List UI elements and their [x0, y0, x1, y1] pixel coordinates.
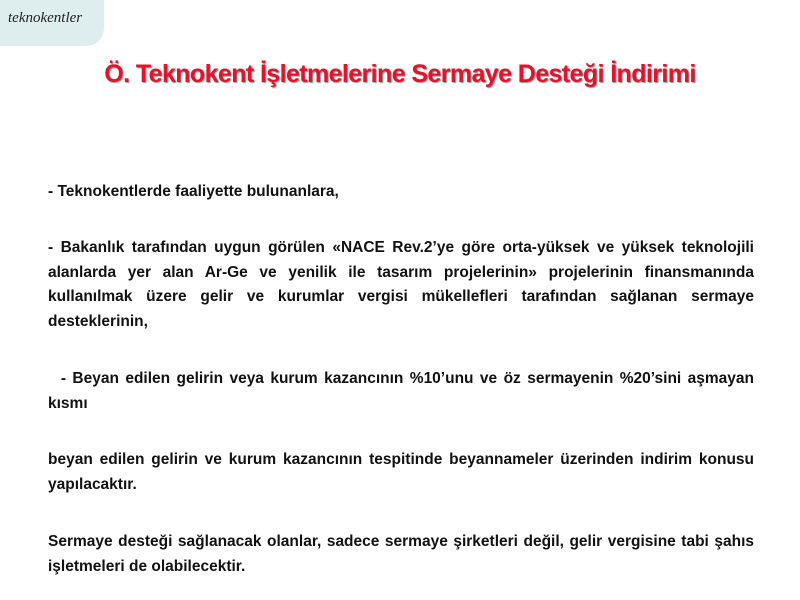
paragraph-5: Sermaye desteği sağlanacak olanlar, sadece sermaye şirketleri değil, gelir vergisine tabi şahıs işletmeleri de olabilecektir.: [48, 533, 754, 575]
header-tab-label: teknokentler: [8, 10, 83, 26]
paragraph-2: - Bakanlık tarafından uygun görülen «NACE Rev.2’ye göre orta-yüksek ve yüksek teknolojili alanlarda yer alan Ar-Ge ve yenilik ile tasarım projelerinin» projelerinin finansmanında kullanılmak üzere gelir ve kurumlar vergisi mükellefleri tarafından sağlanan sermaye desteklerinin,: [48, 239, 754, 330]
header-tab: [0, 0, 104, 46]
paragraph-4: beyan edilen gelirin ve kurum kazancının tespitinde beyannameler üzerinden indirim konusu yapılacaktır.: [48, 451, 754, 493]
slide-title: Ö. Teknokent İşletmelerine Sermaye Desteği İndirimi: [104, 60, 696, 88]
paragraph-1: - Teknokentlerde faaliyette bulunanlara,: [48, 183, 339, 200]
paragraph-3: - Beyan edilen gelirin veya kurum kazancının %10’unu ve öz sermayenin %20’sini aşmayan kısmı: [48, 370, 759, 412]
